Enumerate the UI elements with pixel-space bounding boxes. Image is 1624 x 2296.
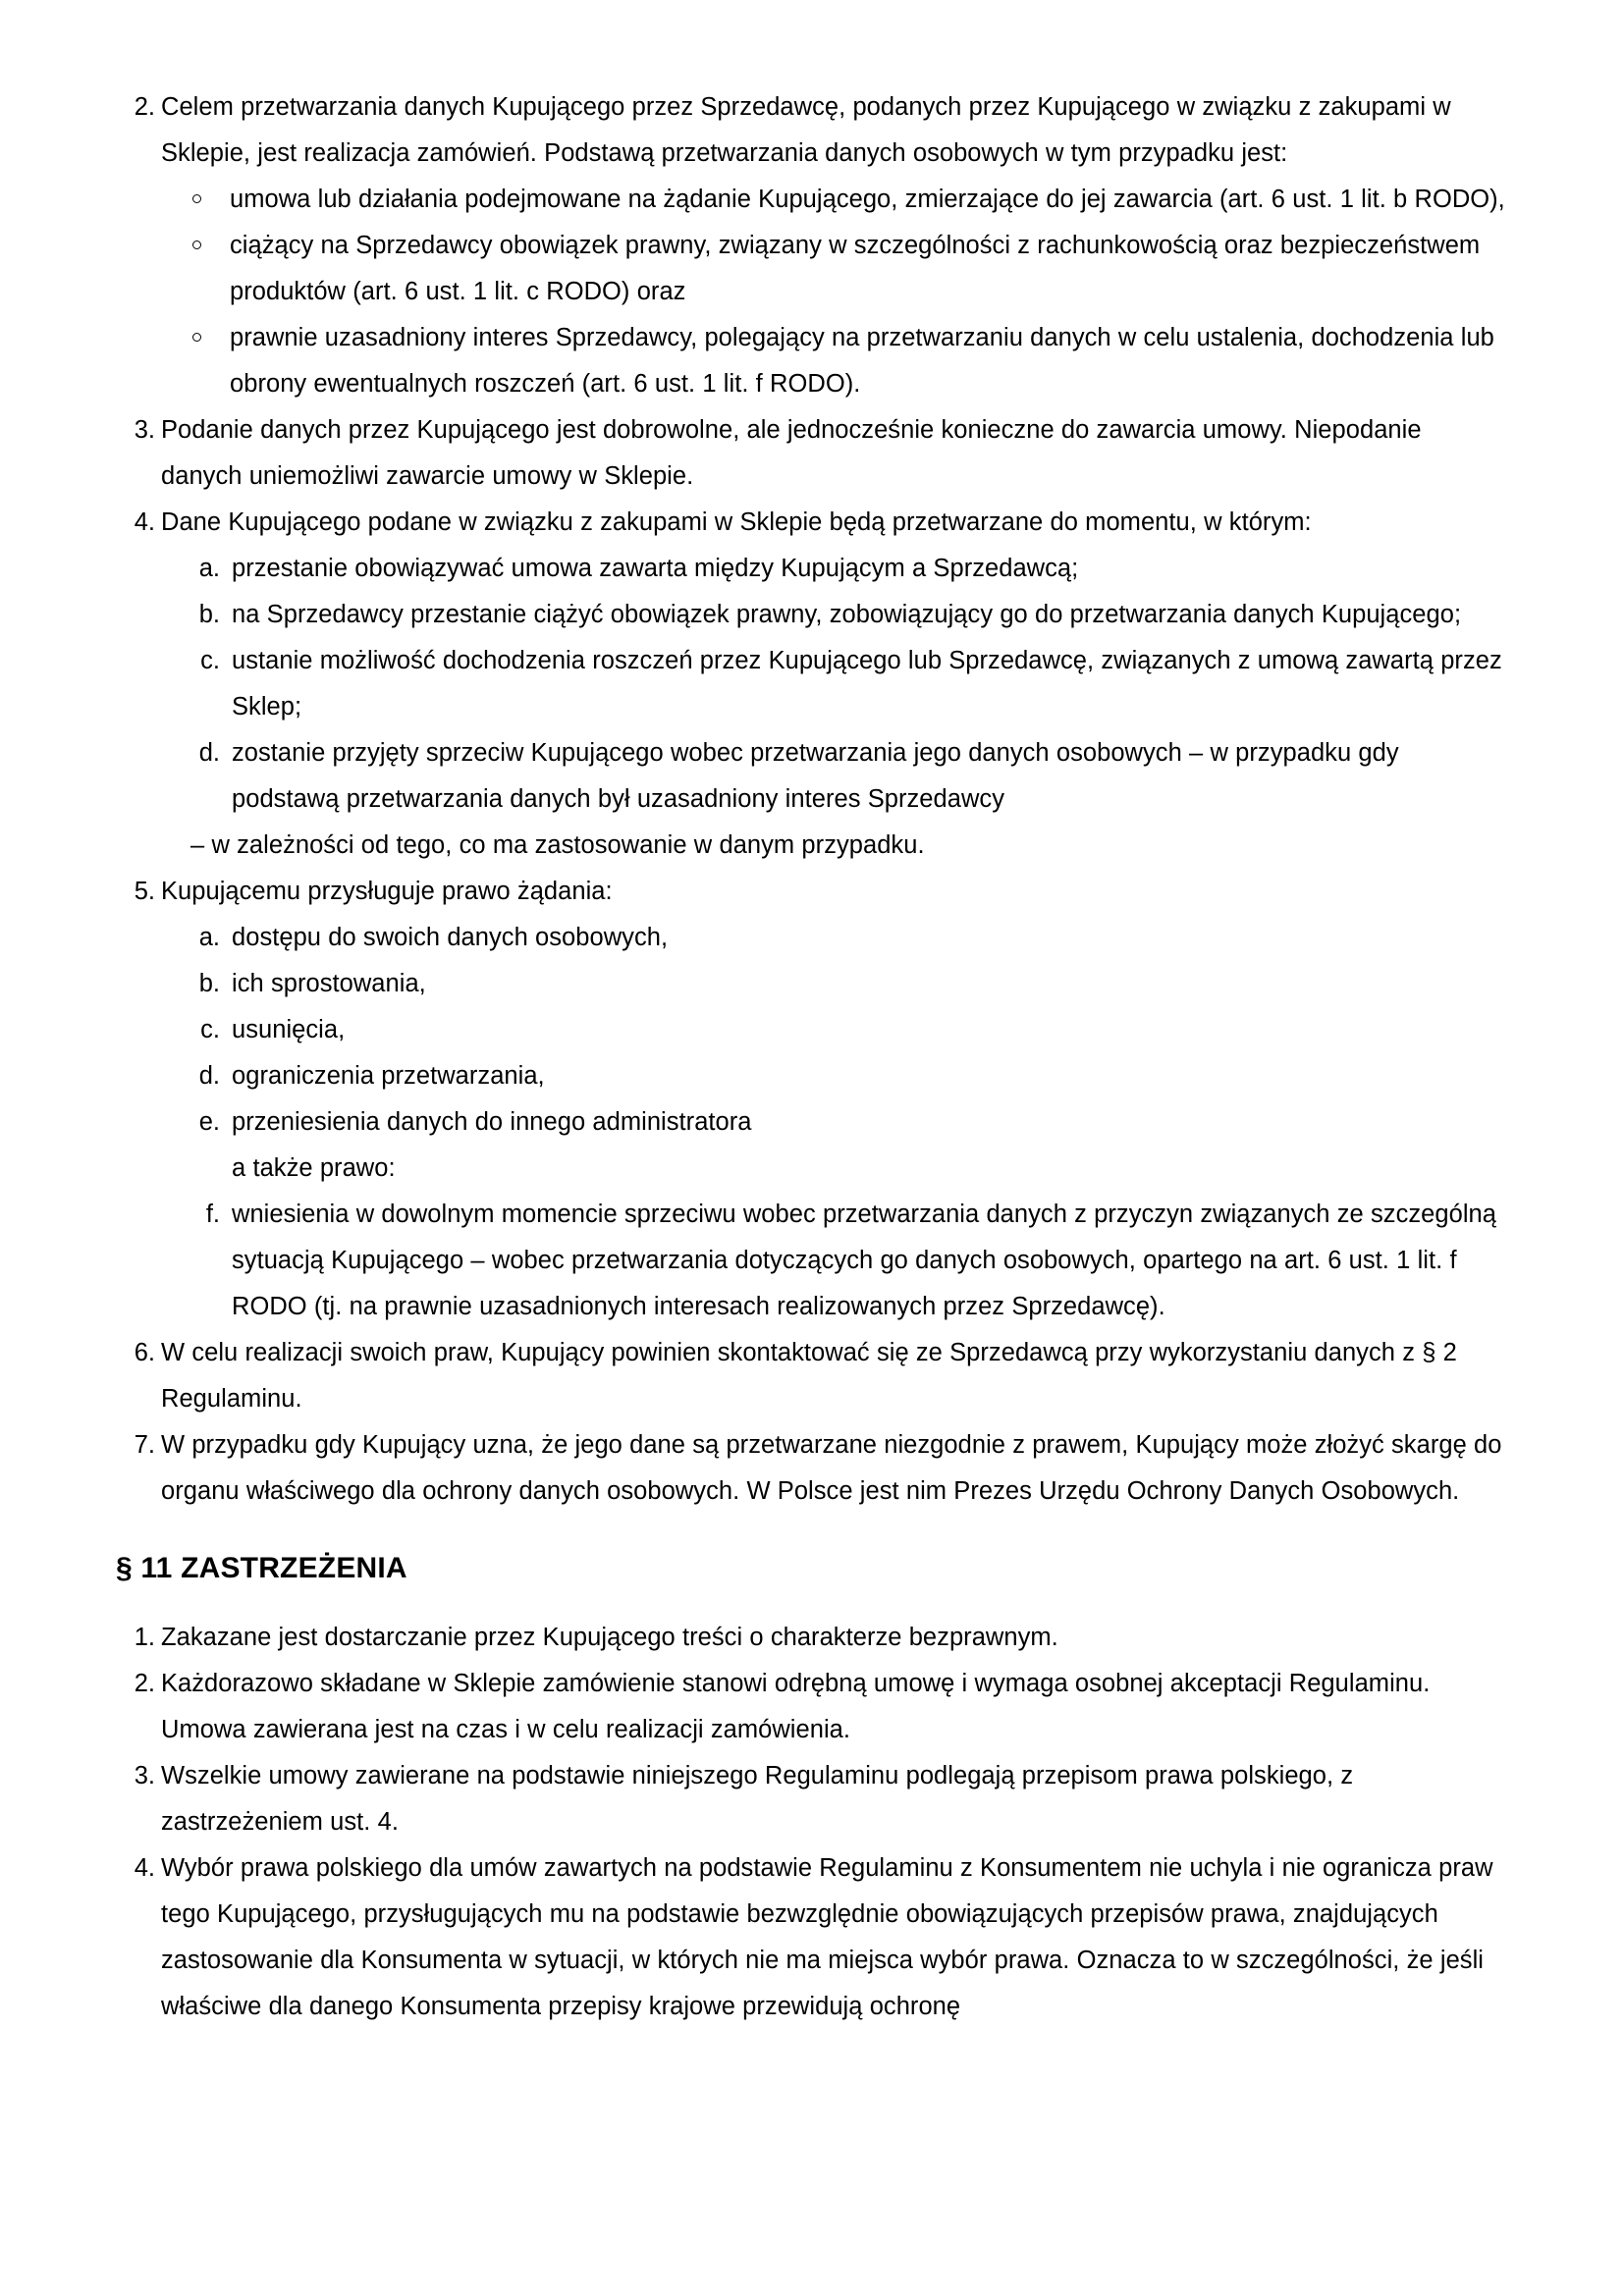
sublist-item [190,315,1506,407]
circle-bullet-icon [192,223,201,269]
list-marker: 3. [134,416,155,444]
privacy-policy-list [116,84,1506,1515]
list-marker: 6. [134,1339,155,1366]
sublist-data-subject-rights [161,915,1506,1330]
sublist-retention-conditions [161,546,1506,869]
sublist-marker: e. [198,1108,220,1136]
sublist-item [190,961,1506,1007]
sublist-item-text: usunięcia, [232,1016,346,1043]
list-marker: 1. [134,1624,155,1651]
sublist-item-text: zostanie przyjęty sprzeciw Kupującego wobec przetwarzania jego danych osobowych – w przypadku gdy podstawą przetwarzania danych był uzasadniony interes Sprzedawcy [232,739,1399,813]
reservations-list [116,1615,1506,2030]
list-marker: 4. [134,1854,155,1882]
list-item-2 [116,1661,1506,1753]
sublist-item-text: ich sprostowania, [232,970,426,997]
sublist-item [190,1192,1506,1330]
circle-bullet-icon [192,177,201,223]
sublist-item-text: prawnie uzasadniony interes Sprzedawcy, polegający na przetwarzaniu danych w celu ustalenia, dochodzenia lub obrony ewentualnych roszczeń (art. 6 ust. 1 lit. f RODO). [230,324,1494,398]
sublist-item-text: ciążący na Sprzedawcy obowiązek prawny, związany w szczególności z rachunkowością oraz bezpieczeństwem produktów (art. 6 ust. 1 lit. c RODO) oraz [230,232,1481,305]
section-heading-11: § 11 ZASTRZEŻENIA [116,1552,407,1584]
list-item-4 [116,1845,1506,2030]
sublist-legal-bases [161,177,1506,407]
sublist-item-text: umowa lub działania podejmowane na żądanie Kupującego, zmierzające do jej zawarcia (art. 6 ust. 1 lit. b RODO), [230,186,1505,213]
sublist-marker: d. [198,739,220,767]
list-marker: 2. [134,93,155,121]
sublist-item [190,177,1506,223]
list-item-1 [116,1615,1506,1661]
sublist-item-text: ustanie możliwość dochodzenia roszczeń przez Kupującego lub Sprzedawcę, związanych z umową zawartą przez Sklep; [232,647,1502,721]
sublist-tail-text: – w zależności od tego, co ma zastosowanie w danym przypadku. [190,831,925,859]
sublist-item [190,915,1506,961]
circle-bullet-icon [192,315,201,361]
list-item-4 [116,500,1506,869]
list-marker: 2. [134,1670,155,1697]
list-marker: 3. [134,1762,155,1789]
sublist-item-text: na Sprzedawcy przestanie ciążyć obowiązek prawny, zobowiązujący go do przetwarzania danych Kupującego; [232,601,1462,628]
sublist-item [190,638,1506,730]
sublist-item-text: przeniesienia danych do innego administratora [232,1108,752,1136]
list-marker: 7. [134,1431,155,1459]
sublist-marker: d. [198,1062,220,1090]
sublist-item-text: wniesienia w dowolnym momencie sprzeciwu wobec przetwarzania danych z przyczyn związanych ze szczególną sytuacją Kupującego – wobec przetwarzania dotyczących go danych osobowych, opartego na art. 6 ust. 1 lit. f RODO (tj. na prawnie uzasadnionych interesach realizowanych przez Sprzedawcę). [232,1201,1496,1320]
sublist-marker: c. [200,647,220,674]
list-item-text: Podanie danych przez Kupującego jest dobrowolne, ale jednocześnie konieczne do zawarcia umowy. Niepodanie danych uniemożliwi zawarcie umowy w Sklepie. [161,416,1422,490]
list-item-text: Zakazane jest dostarczanie przez Kupującego treści o charakterze bezprawnym. [161,1624,1058,1651]
list-item-2 [116,84,1506,407]
sublist-item [190,1099,1506,1192]
sublist-item [190,592,1506,638]
list-item-3 [116,407,1506,500]
list-item-text: Wszelkie umowy zawierane na podstawie niniejszego Regulaminu podlegają przepisom prawa polskiego, z zastrzeżeniem ust. 4. [161,1762,1354,1836]
list-item-7 [116,1422,1506,1515]
list-item-text: Celem przetwarzania danych Kupującego przez Sprzedawcę, podanych przez Kupującego w związku z zakupami w Sklepie, jest realizacja zamówień. Podstawą przetwarzania danych osobowych w tym przypadku jest: [161,93,1451,167]
sublist-marker: a. [198,924,220,951]
list-item-text: Kupującemu przysługuje prawo żądania: [161,878,613,905]
list-item-text: Dane Kupującego podane w związku z zakupami w Sklepie będą przetwarzane do momentu, w którym: [161,508,1312,536]
sublist-item-text: ograniczenia przetwarzania, [232,1062,545,1090]
list-item-3 [116,1753,1506,1845]
list-item-text: Każdorazowo składane w Sklepie zamówienie stanowi odrębną umowę i wymaga osobnej akceptacji Regulaminu. Umowa zawierana jest na czas i w celu realizacji zamówienia. [161,1670,1431,1743]
sublist-item [190,1053,1506,1099]
sublist-marker: b. [198,970,220,997]
list-item-text: Wybór prawa polskiego dla umów zawartych na podstawie Regulaminu z Konsumentem nie uchyla i nie ogranicza praw tego Kupującego, przysługujących mu na podstawie bezwzględnie obowiązujących przepisów prawa, znajdujących zastosowanie dla Konsumenta w sytuacji, w których nie ma miejsca wybór prawa. Oznacza to w szczególności, że jeśli właściwe dla danego Konsumenta przepisy krajowe przewidują ochronę [161,1854,1493,2020]
sublist-item-text: dostępu do swoich danych osobowych, [232,924,669,951]
list-item-text: W przypadku gdy Kupujący uzna, że jego dane są przetwarzane niezgodnie z prawem, Kupujący może złożyć skargę do organu właściwego dla ochrony danych osobowych. W Polsce jest nim Prezes Urzędu Ochrony Danych Osobowych. [161,1431,1502,1505]
list-item-5 [116,869,1506,1330]
sublist-item-text: przestanie obowiązywać umowa zawarta między Kupującym a Sprzedawcą; [232,555,1079,582]
list-marker: 5. [134,878,155,905]
sublist-marker: c. [200,1016,220,1043]
list-item-6 [116,1330,1506,1422]
sublist-item [190,546,1506,592]
sublist-marker: b. [198,601,220,628]
sublist-item [190,730,1506,823]
list-item-text: W celu realizacji swoich praw, Kupujący powinien skontaktować się ze Sprzedawcą przy wykorzystaniu danych z § 2 Regulaminu. [161,1339,1457,1413]
sublist-item [190,223,1506,315]
sublist-marker: a. [198,555,220,582]
sublist-marker: f. [205,1201,220,1228]
sublist-tail-line [190,823,1506,869]
sublist-item-extra-text: a także prawo: [232,1154,396,1182]
list-marker: 4. [134,508,155,536]
sublist-item [190,1007,1506,1053]
